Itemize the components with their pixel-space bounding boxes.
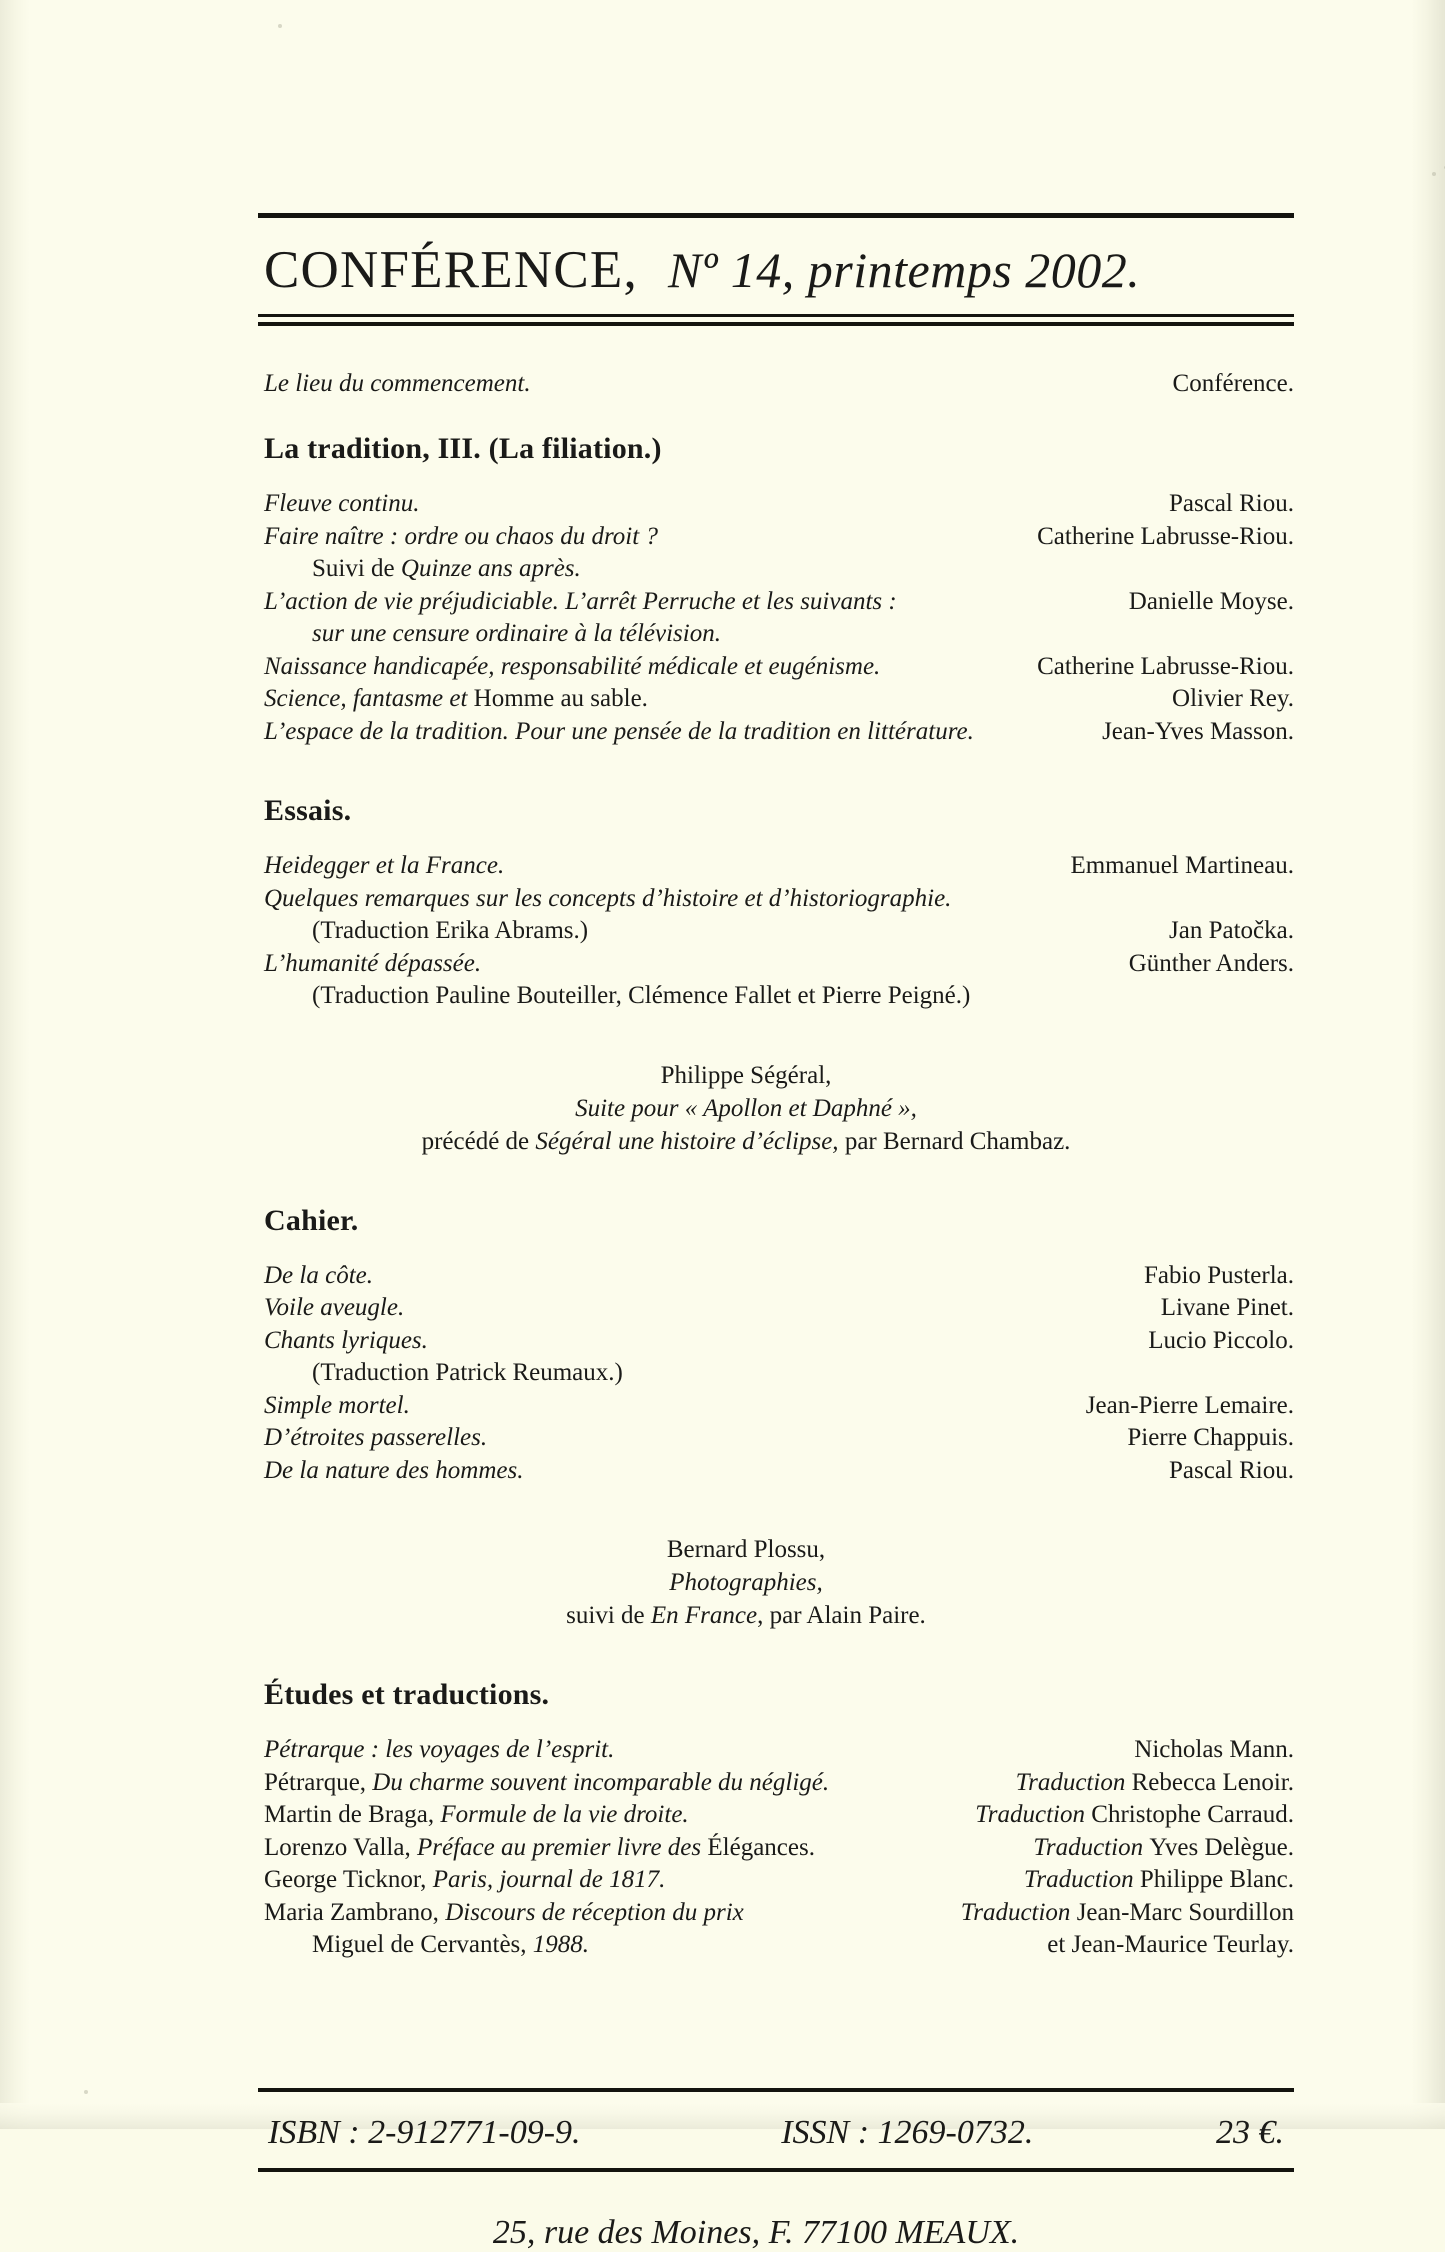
entry-author-name: Catherine Labrusse-Riou. [1037, 652, 1294, 680]
price-value: 23 €. [1216, 2113, 1284, 2151]
entry-row [258, 980, 1294, 1013]
sections-container [258, 432, 1294, 2008]
entry-author-name: Christophe Carraud. [1091, 1801, 1294, 1828]
entry-row [258, 1832, 1294, 1865]
entry-row [258, 1929, 1294, 1962]
entry-title [258, 618, 1294, 651]
entry-title-roman: (Traduction Patrick Reumaux.) [312, 1359, 623, 1386]
entry-title-italic: Préface au premier livre des [416, 1833, 708, 1861]
spacer [258, 466, 1294, 488]
entry-title [258, 1455, 523, 1488]
masthead [258, 218, 1294, 306]
entry-author [1134, 1734, 1294, 1767]
section-heading: La tradition, III. (La filiation.) [264, 432, 662, 465]
centered-credit-block [258, 1059, 1294, 1158]
entry-author [1037, 651, 1294, 684]
entry-title-italic: Voile aveugle. [264, 1294, 405, 1321]
entry-row [258, 1357, 1294, 1390]
spacer [258, 1013, 1294, 1059]
section-heading: Cahier. [264, 1203, 359, 1237]
entry-author-name: Jean-Yves Masson. [1102, 717, 1294, 745]
entry-author-name: et Jean-Maurice Teurlay. [1047, 1931, 1294, 1958]
entry-title-roman: Pétrarque, [264, 1768, 373, 1796]
entry-title-italic: Discours de réception du prix [445, 1898, 744, 1926]
centered-credit-line [258, 1566, 1234, 1599]
publisher-address: 25, rue des Moines, F. 77100 MEAUX. [492, 2213, 1020, 2251]
entry-title-italic: L’espace de la tradition. Pour une pensée de la tradition en littérature. [264, 717, 974, 745]
entry-title [258, 1357, 1294, 1390]
entry-row [258, 1325, 1294, 1358]
credit-italic: Ségéral une histoire d’éclipse, [535, 1127, 839, 1155]
entry-row [258, 1455, 1294, 1488]
centered-credit-block [258, 1533, 1294, 1632]
entry-author [1169, 915, 1294, 948]
lead-attribution: Conférence. [1172, 370, 1294, 397]
entry-author [1172, 683, 1294, 716]
entry-title [258, 1422, 487, 1455]
entry-title-roman: Martin de Braga, [264, 1801, 441, 1828]
entry-title [258, 1734, 614, 1767]
credit-italic: En France [650, 1602, 758, 1629]
entry-author-name: Olivier Rey. [1172, 685, 1294, 712]
entry-author-prefix: Traduction [1023, 1866, 1140, 1893]
isbn-value: ISBN : 2-912771-09-9. [268, 2113, 581, 2151]
entry-author [1024, 1864, 1294, 1897]
entry-row [258, 521, 1294, 554]
entry-row [258, 1422, 1294, 1455]
section-heading: Études et traductions. [264, 1678, 550, 1711]
masthead-rule-double-upper [258, 314, 1294, 317]
entry-title [258, 553, 1294, 586]
entry-row [258, 1260, 1294, 1293]
entry-title-italic: Naissance handicapée, responsabilité médicale et eugénisme. [264, 652, 881, 680]
scan-edge-left [0, 0, 30, 2129]
entry-title [258, 651, 880, 684]
entry-author [1169, 1455, 1294, 1488]
entry-title-roman: Maria Zambrano, [264, 1898, 446, 1926]
entry-title [258, 521, 658, 554]
entry-title [258, 1390, 410, 1423]
entry-title-italic: Simple mortel. [264, 1391, 410, 1419]
entry-author-prefix: Traduction [1033, 1833, 1150, 1861]
entry-author [1129, 948, 1294, 981]
entry-title [258, 586, 897, 619]
centered-credit-line [258, 1599, 1234, 1632]
entry-author-name: Pierre Chappuis. [1127, 1424, 1294, 1451]
entry-title-italic: Paris, journal de 1817. [432, 1866, 666, 1893]
spacer [258, 828, 1294, 850]
entry-title [258, 716, 974, 749]
entry-author-name: Nicholas Mann. [1134, 1736, 1294, 1763]
entry-title [258, 1292, 404, 1325]
entry-title-roman: (Traduction Pauline Bouteiller, Clémence Fallet et Pierre Peigné.) [312, 982, 971, 1009]
entry-title-italic: D’étroites passerelles. [264, 1424, 488, 1451]
entry-author-name: Danielle Moyse. [1128, 587, 1294, 615]
spacer [258, 2054, 1294, 2088]
entry-title-roman: Suivi de [312, 555, 401, 582]
spacer [258, 1962, 1294, 2008]
entry-title [258, 915, 588, 948]
entry-title [258, 1260, 373, 1293]
entry-title [258, 488, 420, 521]
entry-author-name: Jean-Marc Sourdillon [1076, 1898, 1294, 1926]
entry-author-name: Pascal Riou. [1169, 1456, 1294, 1484]
entry-author [1070, 850, 1294, 883]
entry-row [258, 651, 1294, 684]
entry-author-prefix: Traduction [960, 1898, 1077, 1926]
entry-author [1047, 1929, 1294, 1962]
entry-title-italic: Quelques remarques sur les concepts d’histoire et d’historiographie. [264, 884, 952, 912]
lead-entry [258, 326, 1294, 398]
entry-author [1037, 521, 1294, 554]
entry-title [258, 850, 504, 883]
entry-author [1086, 1390, 1294, 1423]
entry-author [975, 1799, 1294, 1832]
entry-title-italic: Fleuve continu. [264, 490, 420, 517]
section-heading: Essais. [264, 794, 352, 827]
entry-author [1102, 716, 1294, 749]
entry-author [1144, 1260, 1294, 1293]
centered-credit-line [258, 1059, 1234, 1092]
entry-title [258, 1864, 665, 1897]
entry-author-name: Jean-Pierre Lemaire. [1085, 1391, 1294, 1419]
entry-author-name: Jan Patočka. [1169, 917, 1294, 944]
entry-row [258, 1734, 1294, 1767]
entry-title-italic: Du charme souvent incomparable du négligé. [372, 1768, 830, 1796]
credit-roman: Bernard Plossu, [666, 1536, 826, 1563]
entry-title [258, 683, 648, 716]
spacer [258, 1632, 1294, 1678]
entry-title-roman: Miguel de Cervantès, [312, 1931, 533, 1958]
issue-number: Nº 14, printemps 2002. [667, 242, 1141, 298]
centered-credit-line [258, 1092, 1234, 1125]
entry-author-name: Lucio Piccolo. [1148, 1326, 1294, 1354]
scan-edge-right [1411, 0, 1445, 2129]
issn-value: ISSN : 1269-0732. [781, 2113, 1034, 2151]
entry-title-roman: (Traduction Erika Abrams.) [312, 917, 589, 944]
scan-speck [1432, 172, 1436, 176]
centered-credit-line [258, 1125, 1234, 1158]
entry-title-italic: Pétrarque : les voyages de l’esprit. [264, 1736, 615, 1763]
credit-roman: , par Alain Paire. [757, 1602, 926, 1629]
entry-title-italic: Chants lyriques. [264, 1326, 428, 1354]
entry-author-name: Philippe Blanc. [1139, 1866, 1294, 1893]
spacer [258, 2008, 1294, 2054]
entry-title [258, 948, 481, 981]
entry-title [258, 1767, 829, 1800]
entry-row [258, 1864, 1294, 1897]
entry-row [258, 586, 1294, 619]
entry-row [258, 1390, 1294, 1423]
footer-identifiers [258, 2092, 1294, 2168]
entry-title-italic: L’humanité dépassée. [264, 949, 482, 977]
spacer [258, 398, 1294, 432]
lead-title: Le lieu du commencement. [264, 370, 531, 397]
entry-author [1016, 1767, 1294, 1800]
credit-roman: par Bernard Chambaz. [838, 1127, 1071, 1155]
entry-row [258, 488, 1294, 521]
entry-title-italic: Science, fantasme et [264, 685, 474, 712]
entry-author [1169, 488, 1294, 521]
entry-title [258, 1897, 744, 1930]
entry-title-italic: Faire naître : ordre ou chaos du droit ? [264, 522, 658, 550]
spacer [258, 1238, 1294, 1260]
entry-title-italic: Heidegger et la France. [264, 852, 505, 879]
entry-row [258, 883, 1294, 916]
centered-credit-line [258, 1533, 1234, 1566]
entry-author-name: Rebecca Lenoir. [1131, 1768, 1294, 1796]
entry-title [258, 1799, 689, 1832]
spacer [258, 1487, 1294, 1533]
scan-speck [84, 2090, 88, 2094]
entry-title-italic: sur une censure ordinaire à la télévision. [312, 620, 721, 647]
entry-row [258, 716, 1294, 749]
credit-roman: Philippe Ségéral, [660, 1061, 832, 1089]
entry-author-name: Pascal Riou. [1169, 490, 1294, 517]
entry-title-italic: L’action de vie préjudiciable. L’arrêt Perruche et les suivants : [264, 587, 897, 615]
credit-italic: Photographies, [669, 1569, 823, 1596]
spacer [258, 748, 1294, 794]
entry-title [258, 980, 1294, 1013]
entry-author-name: Yves Delègue. [1149, 1833, 1294, 1861]
entry-title-roman: Élégances. [707, 1833, 815, 1861]
spacer [258, 1158, 1294, 1204]
entry-row [258, 1292, 1294, 1325]
entry-row [258, 948, 1294, 981]
entry-row [258, 915, 1294, 948]
entry-author [1127, 1422, 1294, 1455]
entry-author-name: Emmanuel Martineau. [1070, 852, 1294, 879]
entry-row [258, 618, 1294, 651]
entry-author [1148, 1325, 1294, 1358]
journal-title: CONFÉRENCE, [264, 241, 638, 299]
entry-author-prefix: Traduction [975, 1801, 1092, 1828]
entry-author-name: Livane Pinet. [1160, 1294, 1294, 1321]
entry-title [258, 1832, 815, 1865]
entry-row [258, 1799, 1294, 1832]
spacer [258, 1712, 1294, 1734]
entry-author [961, 1897, 1294, 1930]
entry-title-italic: Quinze ans après. [400, 555, 581, 582]
entry-title-roman: Homme au sable. [473, 685, 648, 712]
entry-title-roman: Lorenzo Valla, [264, 1833, 417, 1861]
entry-row [258, 1897, 1294, 1930]
credit-roman: suivi de [566, 1602, 651, 1629]
entry-author [1161, 1292, 1294, 1325]
credit-italic: Suite pour « Apollon et Daphné », [575, 1094, 917, 1122]
entry-row [258, 683, 1294, 716]
masthead-rule-double [258, 314, 1294, 326]
entry-title-roman: George Ticknor, [264, 1866, 433, 1893]
entry-title [258, 1929, 589, 1962]
entry-title [258, 883, 1294, 916]
entry-author-name: Fabio Pusterla. [1144, 1261, 1294, 1289]
page-content [258, 0, 1294, 2252]
entry-author-name: Catherine Labrusse-Riou. [1037, 522, 1294, 550]
entry-title-italic: De la nature des hommes. [264, 1456, 524, 1484]
entry-author-name: Günther Anders. [1128, 949, 1294, 977]
entry-row [258, 553, 1294, 586]
entry-author-prefix: Traduction [1015, 1768, 1132, 1796]
entry-author [1033, 1832, 1294, 1865]
entry-title-italic: 1988. [532, 1931, 590, 1958]
entry-row [258, 850, 1294, 883]
entry-author [1129, 586, 1294, 619]
entry-title-italic: De la côte. [264, 1261, 373, 1289]
entry-title-italic: Formule de la vie droite. [440, 1801, 689, 1828]
entry-row [258, 1767, 1294, 1800]
entry-title [258, 1325, 428, 1358]
credit-roman: précédé de [421, 1127, 536, 1155]
